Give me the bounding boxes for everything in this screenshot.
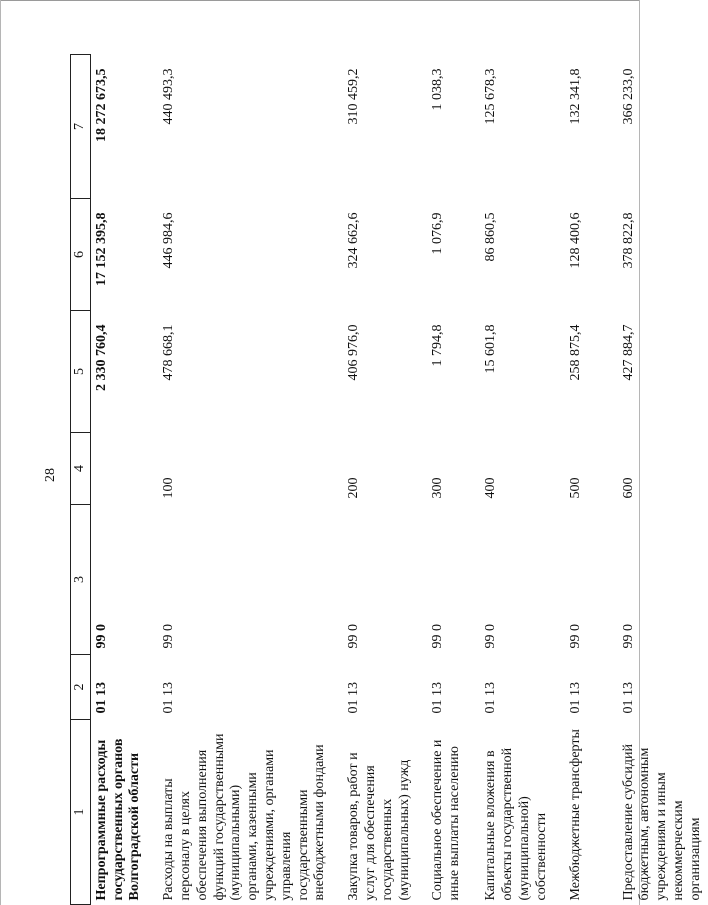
header-col-3: 3 <box>71 505 91 655</box>
page-number: 28 <box>43 468 58 482</box>
row-col6: 378 822,8 <box>620 212 636 269</box>
row-name: Межбюджетные трансферты <box>567 729 583 901</box>
row-col7: 125 678,3 <box>483 68 499 125</box>
row-expense-type: 300 <box>430 477 446 499</box>
row-col5: 478 668,1 <box>161 324 177 381</box>
table-row <box>469 55 553 905</box>
row-col6: 324 662,6 <box>346 212 362 269</box>
row-section: 01 13 <box>161 682 177 714</box>
header-col-4: 4 <box>71 433 91 505</box>
row-col6: 17 152 395,8 <box>93 212 109 286</box>
table-row <box>90 55 147 905</box>
row-col7: 440 493,3 <box>161 68 177 125</box>
row-name: Расходы на выплаты персоналу в целях обеспечения выполнения функций государственными (муниципальными) органами, казенными учреждениями, органами управления государственными внебюджетными фондами <box>161 733 328 901</box>
row-section: 01 13 <box>93 682 109 714</box>
header-col-7: 7 <box>71 55 91 199</box>
row-col5: 15 601,8 <box>483 324 499 374</box>
row-name: Капитальные вложения в объекты государственной (муниципальной) собственности <box>483 747 549 901</box>
table-row <box>332 55 416 905</box>
row-col5: 427 884,7 <box>620 324 636 381</box>
budget-table <box>70 54 708 905</box>
row-col7: 132 341,8 <box>567 68 583 125</box>
header-col-1: 1 <box>71 720 91 905</box>
row-expense-type <box>90 433 147 505</box>
row-name: Социальное обеспечение и иные выплаты населению <box>430 739 463 901</box>
page-edge-top <box>0 0 640 1</box>
row-col7: 310 459,2 <box>346 68 362 125</box>
row-col7: 1 038,3 <box>430 68 446 111</box>
row-col5: 406 976,0 <box>346 324 362 381</box>
row-expense-type: 400 <box>483 477 499 499</box>
row-target: 99 0 <box>161 624 177 649</box>
row-target: 99 0 <box>620 624 636 649</box>
row-col5: 258 875,4 <box>567 324 583 381</box>
row-target: 99 0 <box>430 624 446 649</box>
row-col6: 128 400,6 <box>567 212 583 269</box>
header-col-6: 6 <box>71 199 91 311</box>
row-expense-type: 200 <box>346 477 362 499</box>
rotated-document <box>40 35 703 905</box>
page-edge-left <box>0 0 1 905</box>
row-section: 01 13 <box>346 682 362 714</box>
row-section: 01 13 <box>567 682 583 714</box>
row-col6: 446 984,6 <box>161 212 177 269</box>
row-target: 99 0 <box>567 624 583 649</box>
row-section: 01 13 <box>430 682 446 714</box>
header-col-2: 2 <box>71 655 91 720</box>
row-expense-type: 100 <box>161 477 177 499</box>
table-row <box>554 55 607 905</box>
row-col5: 1 794,8 <box>430 324 446 367</box>
row-section: 01 13 <box>620 682 636 714</box>
row-section: 01 13 <box>483 682 499 714</box>
table-row <box>147 55 332 905</box>
row-name: Предоставление субсидий бюджетным, автономным учреждениям и иным некоммерческим организациям <box>620 744 703 901</box>
row-expense-type: 500 <box>567 477 583 499</box>
row-col7: 366 233,0 <box>620 68 636 125</box>
header-col-5: 5 <box>71 311 91 433</box>
table-header-row <box>71 55 91 905</box>
table-row <box>607 55 708 905</box>
row-col6: 86 860,5 <box>483 212 499 262</box>
row-col5: 2 330 760,4 <box>93 324 109 391</box>
row-name: Непрограммные расходы государственных органов Волгоградской области <box>93 738 143 901</box>
table-row <box>416 55 469 905</box>
row-col7: 18 272 673,5 <box>93 68 109 142</box>
row-expense-type: 600 <box>620 477 636 499</box>
row-col6: 1 076,9 <box>430 212 446 255</box>
row-name: Закупка товаров, работ и услуг для обеспечения государственных (муниципальных) нужд <box>346 752 412 901</box>
row-target: 99 0 <box>93 624 109 649</box>
row-target: 99 0 <box>483 624 499 649</box>
row-target: 99 0 <box>346 624 362 649</box>
